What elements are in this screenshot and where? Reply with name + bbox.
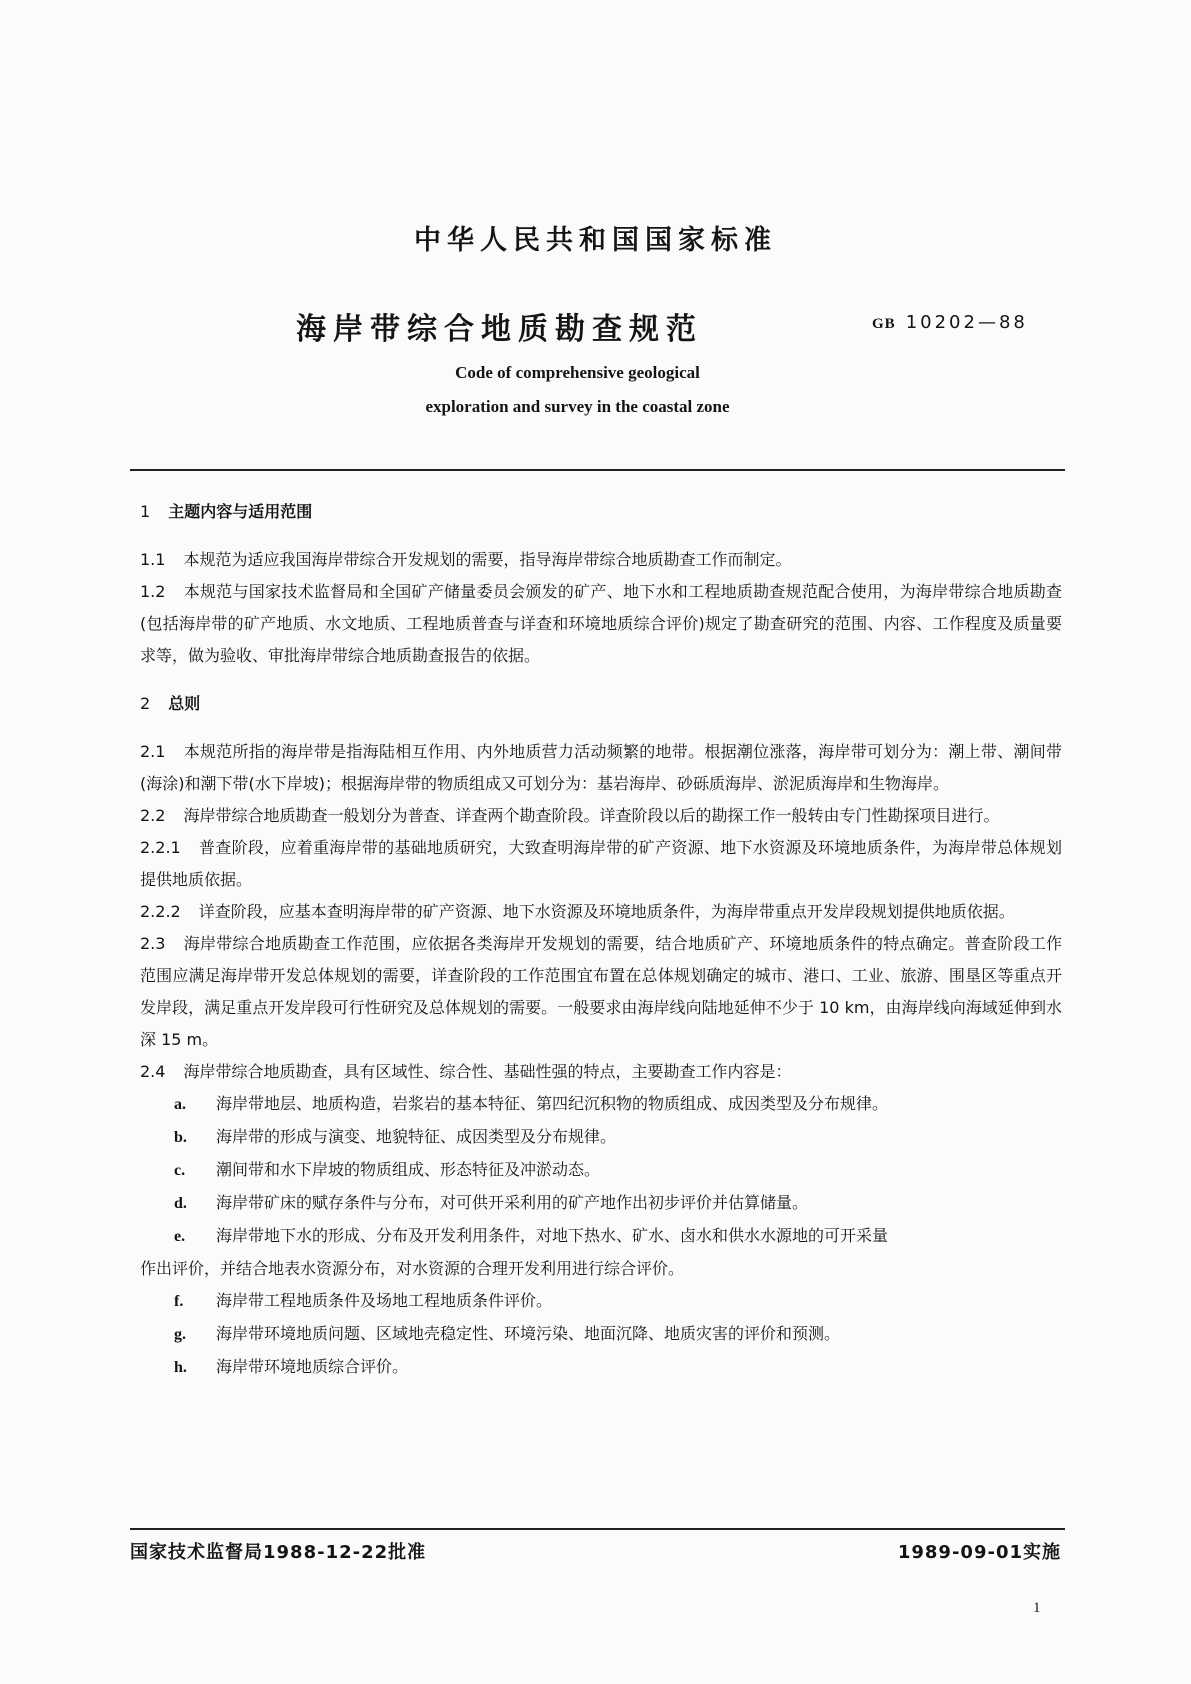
section-heading-1 <box>140 496 1062 528</box>
item-text: 海岸带的形成与演变、地貌特征、成因类型及分布规律。 <box>216 1127 617 1146</box>
footer-divider <box>130 1528 1065 1530</box>
clause-text: 海岸带综合地质勘查，具有区域性、综合性、基础性强的特点，主要勘查工作内容是： <box>183 1062 792 1081</box>
section-heading-2 <box>140 688 1062 720</box>
item-text: 海岸带环境地质综合评价。 <box>216 1357 409 1376</box>
clause-number: 1.2 <box>140 582 166 601</box>
clause-number: 2.2.2 <box>140 902 181 921</box>
clause-number: 2.3 <box>140 934 166 953</box>
clause-text: 本规范所指的海岸带是指海陆相互作用、内外地质营力活动频繁的地带。根据潮位涨落，海岸带可划分为：潮上带、潮间带(海涂)和潮下带(水下岸坡)；根据海岸带的物质组成又可划分为：基岩海岸、砂砾质海岸、淤泥质海岸和生物海岸。 <box>140 742 1062 793</box>
clause-text: 详查阶段，应基本查明海岸带的矿产资源、地下水资源及环境地质条件，为海岸带重点开发岸段规划提供地质依据。 <box>198 902 1015 921</box>
clause-2-1 <box>140 736 1062 800</box>
section-number: 1 <box>140 502 151 521</box>
clause-2-2 <box>140 800 1062 832</box>
item-text: 海岸带环境地质问题、区域地壳稳定性、环境污染、地面沉降、地质灾害的评价和预测。 <box>216 1324 841 1343</box>
clause-text: 海岸带综合地质勘查一般划分为普查、详查两个勘查阶段。详查阶段以后的勘探工作一般转由专门性勘探项目进行。 <box>183 806 1000 825</box>
english-title-line2: exploration and survey in the coastal zone <box>425 397 730 416</box>
section-title: 总则 <box>168 694 201 713</box>
item-letter: e. <box>174 1228 186 1245</box>
item-letter: c. <box>174 1162 186 1179</box>
item-letter: f. <box>174 1293 184 1310</box>
clause-text: 本规范为适应我国海岸带综合开发规划的需要，指导海岸带综合地质勘查工作而制定。 <box>183 550 792 569</box>
item-letter: b. <box>174 1129 187 1146</box>
list-item-f <box>140 1285 1062 1318</box>
code-number: 10202—88 <box>905 312 1028 333</box>
clause-text: 海岸带综合地质勘查工作范围，应依据各类海岸开发规划的需要，结合地质矿产、环境地质条件的特点确定。普查阶段工作范围应满足海岸带开发总体规划的需要，详查阶段的工作范围宜布置在总体规划确定的城市、港口、工业、旅游、围垦区等重点开发岸段，满足重点开发岸段可行性研究及总体规划的需要。一般要求由海岸线向陆地延伸不少于 10 km，由海岸线向海域延伸到水深 15 m。 <box>140 934 1062 1049</box>
list-item-a <box>140 1088 1062 1121</box>
effective-date: 1989-09-01实施 <box>897 1542 1061 1563</box>
clause-1-2 <box>140 576 1062 672</box>
clause-number: 2.4 <box>140 1062 166 1081</box>
item-letter: h. <box>174 1359 187 1376</box>
clause-number: 1.1 <box>140 550 166 569</box>
list-item-d <box>140 1187 1062 1220</box>
list-item-c <box>140 1154 1062 1187</box>
section-number: 2 <box>140 694 151 713</box>
list-item-b <box>140 1121 1062 1154</box>
clause-2-4 <box>140 1056 1062 1088</box>
clause-2-2-2 <box>140 896 1062 928</box>
standard-code <box>872 312 1028 333</box>
clause-number: 2.2 <box>140 806 166 825</box>
section-title: 主题内容与适用范围 <box>168 502 313 521</box>
clause-text: 本规范与国家技术监督局和全国矿产储量委员会颁发的矿产、地下水和工程地质勘查规范配合使用，为海岸带综合地质勘查(包括海岸带的矿产地质、水文地质、工程地质普查与详查和环境地质综合评价)规定了勘查研究的范围、内容、工作程度及质量要求等，做为验收、审批海岸带综合地质勘查报告的依据。 <box>140 582 1062 665</box>
item-letter: d. <box>174 1195 187 1212</box>
item-text: 海岸带工程地质条件及场地工程地质条件评价。 <box>216 1291 553 1310</box>
document-title: 海岸带综合地质勘查规范 <box>296 312 703 347</box>
item-text: 潮间带和水下岸坡的物质组成、形态特征及冲淤动态。 <box>216 1160 601 1179</box>
list-item-g <box>140 1318 1062 1351</box>
clause-text: 普查阶段，应着重海岸带的基础地质研究，大致查明海岸带的矿产资源、地下水资源及环境地质条件，为海岸带总体规划提供地质依据。 <box>140 838 1062 889</box>
item-text: 海岸带地下水的形成、分布及开发利用条件，对地下热水、矿水、卤水和供水水源地的可开采量 <box>216 1226 889 1245</box>
item-text: 海岸带矿床的赋存条件与分布，对可供开采利用的矿产地作出初步评价并估算储量。 <box>216 1193 809 1212</box>
clause-number: 2.2.1 <box>140 838 181 857</box>
header-divider <box>130 469 1065 471</box>
page-number: 1 <box>1033 1600 1041 1616</box>
clause-2-3 <box>140 928 1062 1056</box>
code-prefix: GB <box>872 316 896 332</box>
clause-2-2-1 <box>140 832 1062 896</box>
item-letter: a. <box>174 1096 186 1113</box>
approval-date: 国家技术监督局1988-12-22批准 <box>130 1542 427 1563</box>
list-item-h <box>140 1351 1062 1384</box>
item-text: 海岸带地层、地质构造，岩浆岩的基本特征、第四纪沉积物的物质组成、成因类型及分布规律。 <box>216 1094 889 1113</box>
clause-number: 2.1 <box>140 742 166 761</box>
english-title-line1: Code of comprehensive geological <box>455 363 700 382</box>
national-standard-heading: 中华人民共和国国家标准 <box>414 225 777 256</box>
list-item-e <box>140 1220 1062 1253</box>
item-letter: g. <box>174 1326 186 1343</box>
clause-1-1 <box>140 544 1062 576</box>
list-item-e-continuation: 作出评价，并结合地表水资源分布，对水资源的合理开发利用进行综合评价。 <box>140 1259 685 1278</box>
document-body <box>140 496 1062 1384</box>
